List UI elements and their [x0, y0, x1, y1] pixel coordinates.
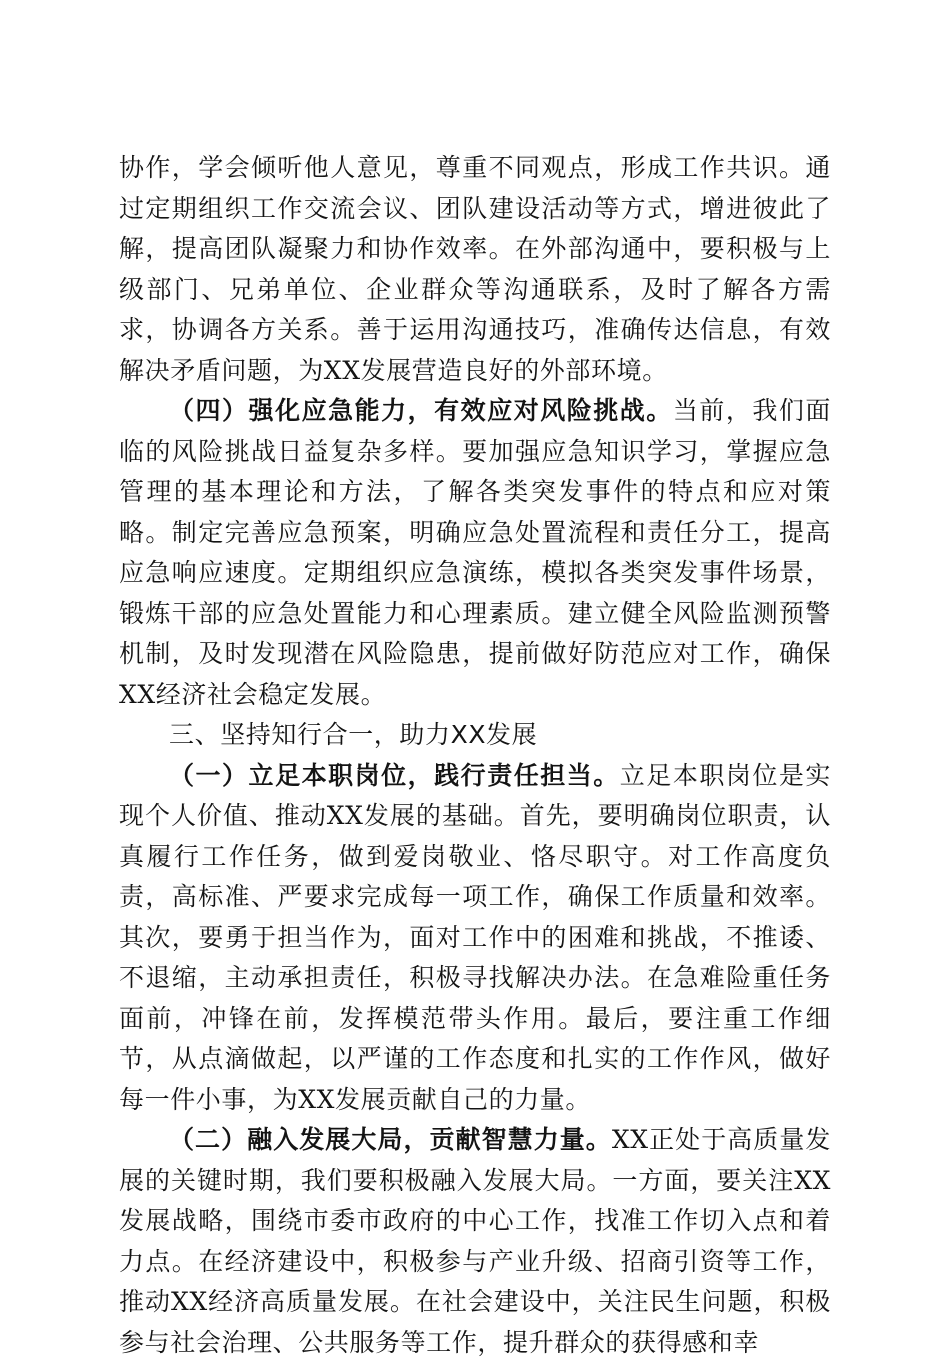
paragraph-section-2 — [119, 1120, 831, 1363]
document-body — [119, 148, 831, 1363]
paragraph-lead: （一）立足本职岗位，践行责任担当。 — [169, 760, 620, 790]
section-heading: 三、坚持知行合一，助力XX发展 — [169, 720, 538, 749]
paragraph-section-1 — [119, 756, 831, 1121]
paragraph-text: 协作，学会倾听他人意见，尊重不同观点，形成工作共识。通过定期组织工作交流会议、团队建设活动等方式，增进彼此了解，提高团队凝聚力和协作效率。在外部沟通中，要积极与上级部门、兄弟单位、企业群众等沟通联系，及时了解各方需求，协调各方关系。善于运用沟通技巧，准确传达信息，有效解决矛盾问题，为XX发展营造良好的外部环境。 — [119, 153, 831, 385]
paragraph-lead: （四）强化应急能力，有效应对风险挑战。 — [169, 396, 673, 425]
paragraph-continuation — [119, 148, 831, 391]
paragraph-text: XX正处于高质量发展的关键时期，我们要积极融入发展大局。一方面，要关注XX发展战略，围绕市委市政府的中心工作，找准工作切入点和着力点。在经济建设中，积极参与产业升级、招商引资等工作，推动XX经济高质量发展。在社会建设中，关注民生问题，积极参与社会治理、公共服务等工作，提升群众的获得感和幸 — [119, 1125, 832, 1357]
paragraph-lead: （二）融入发展大局，贡献智慧力量。 — [169, 1125, 612, 1154]
paragraph-text: 当前，我们面临的风险挑战日益复杂多样。要加强应急知识学习，掌握应急管理的基本理论和方法，了解各类突发事件的特点和应对策略。制定完善应急预案，明确应急处置流程和责任分工，提高应急响应速度。定期组织应急演练，模拟各类突发事件场景，锻炼干部的应急处置能力和心理素质。建立健全风险监测预警机制，及时发现潜在风险隐患，提前做好防范应对工作，确保XX经济社会稳定发展。 — [119, 396, 831, 709]
paragraph-section-4 — [119, 391, 831, 715]
paragraph-text: 立足本职岗位是实现个人价值、推动XX发展的基础。首先，要明确岗位职责，认真履行工作任务，做到爱岗敬业、恪尽职守。对工作高度负责，高标准、严要求完成每一项工作，确保工作质量和效率。其次，要勇于担当作为，面对工作中的困难和挑战，不推诿、不退缩，主动承担责任，积极寻找解决办法。在急难险重任务面前，冲锋在前，发挥模范带头作用。最后，要注重工作细节，从点滴做起，以严谨的工作态度和扎实的工作作风，做好每一件小事，为XX发展贡献自己的力量。 — [119, 760, 831, 1114]
